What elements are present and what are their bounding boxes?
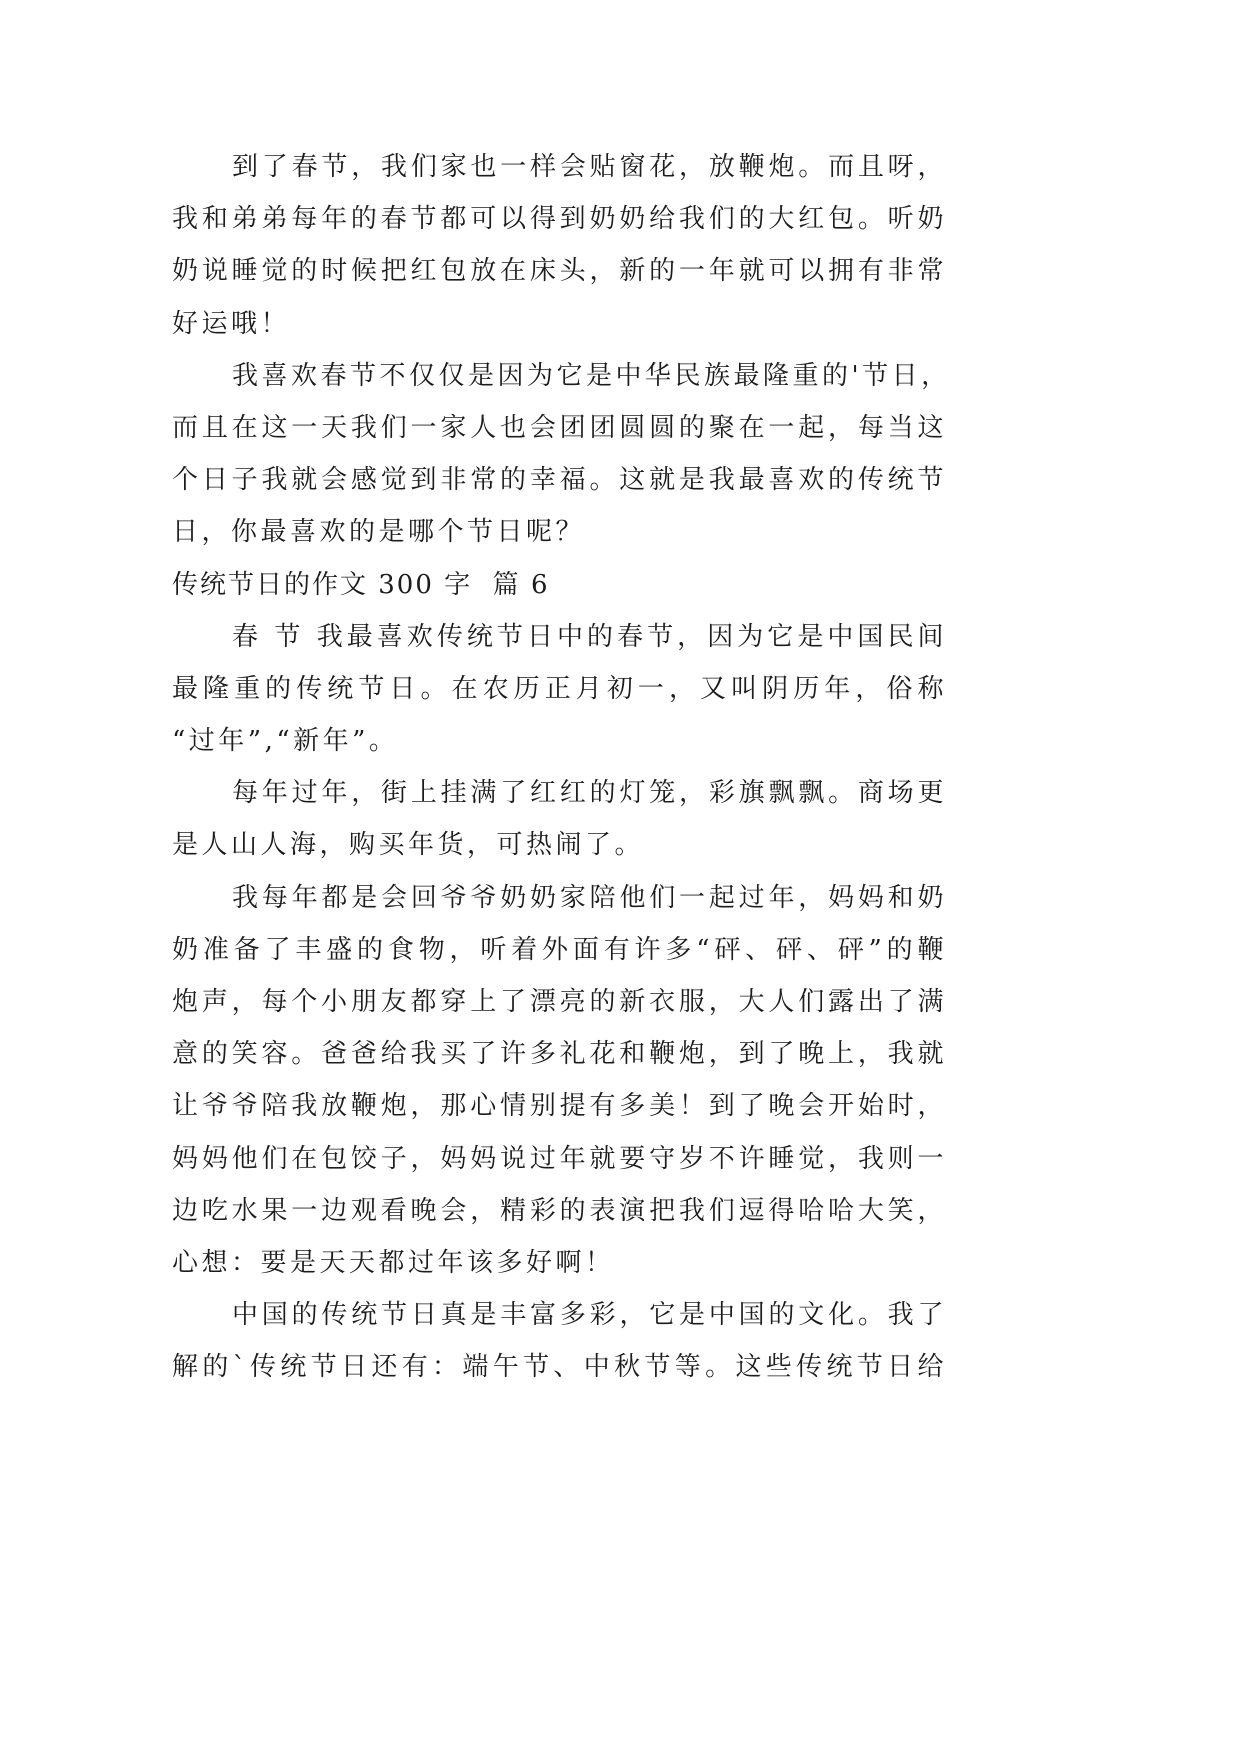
- paragraph-line: 日，你最喜欢的是哪个节日呢？: [172, 517, 586, 548]
- essay-continuation: [172, 141, 951, 559]
- paragraph-line: 解的`传统节日还有：端午节、中秋节等。这些传统节日给: [172, 1352, 947, 1383]
- paragraph: [172, 141, 947, 350]
- paragraph-line: 我喜欢春节不仅仅是因为它是中华民族最隆重的'节日，: [232, 360, 951, 391]
- paragraph-line: 意的笑容。爸爸给我买了许多礼花和鞭炮，到了晚上，我就: [172, 1039, 947, 1070]
- paragraph-line: 边吃水果一边观看晚会，精彩的表演把我们逗得哈哈大笑，: [172, 1195, 947, 1226]
- paragraph-line: 到了春节，我们家也一样会贴窗花，放鞭炮。而且呀，: [232, 152, 947, 182]
- paragraph-line: 好运哦！: [172, 308, 291, 339]
- paragraph: [172, 872, 947, 1290]
- paragraph-line: 而且在这一天我们一家人也会团团圆圆的聚在一起，每当这: [172, 412, 947, 443]
- document-page: [172, 141, 951, 1394]
- paragraph-line: 妈妈他们在包饺子，妈妈说过年就要守岁不许睡觉，我则一: [172, 1143, 947, 1174]
- section-heading: 传统节日的作文 300 字 篇 6: [172, 569, 550, 600]
- paragraph-line: 个日子我就会感觉到非常的幸福。这就是我最喜欢的传统节: [172, 465, 947, 496]
- paragraph-line: “过年”,“新年”。: [172, 726, 399, 757]
- paragraph: [172, 611, 947, 768]
- paragraph-line: 是人山人海，购买年货，可热闹了。: [172, 830, 645, 861]
- paragraph-line: 我每年都是会回爷爷奶奶家陪他们一起过年，妈妈和奶: [232, 882, 947, 913]
- paragraph-line: 心想：要是天天都过年该多好啊！: [172, 1247, 615, 1278]
- essay: [172, 559, 947, 1394]
- paragraph-line: 最隆重的传统节日。在农历正月初一，又叫阴历年，俗称: [172, 673, 947, 704]
- paragraph: [172, 767, 947, 871]
- paragraph-line: 中国的传统节日真是丰富多彩，它是中国的文化。我了: [232, 1300, 947, 1331]
- paragraph-line: 我和弟弟每年的春节都可以得到奶奶给我们的大红包。听奶: [172, 204, 947, 235]
- paragraph: [172, 1289, 947, 1393]
- paragraph-line: 让爷爷陪我放鞭炮，那心情别提有多美！到了晚会开始时，: [172, 1091, 947, 1122]
- paragraph: [172, 350, 951, 559]
- paragraph-line: 春 节 我最喜欢传统节日中的春节，因为它是中国民间: [232, 621, 947, 652]
- paragraph-line: 奶准备了丰盛的食物，听着外面有许多“砰、砰、砰”的鞭: [172, 934, 947, 965]
- paragraph-line: 炮声，每个小朋友都穿上了漂亮的新衣服，大人们露出了满: [172, 987, 947, 1017]
- paragraph-line: 奶说睡觉的时候把红包放在床头，新的一年就可以拥有非常: [172, 256, 947, 287]
- paragraph-line: 每年过年，街上挂满了红红的灯笼，彩旗飘飘。商场更: [232, 778, 947, 809]
